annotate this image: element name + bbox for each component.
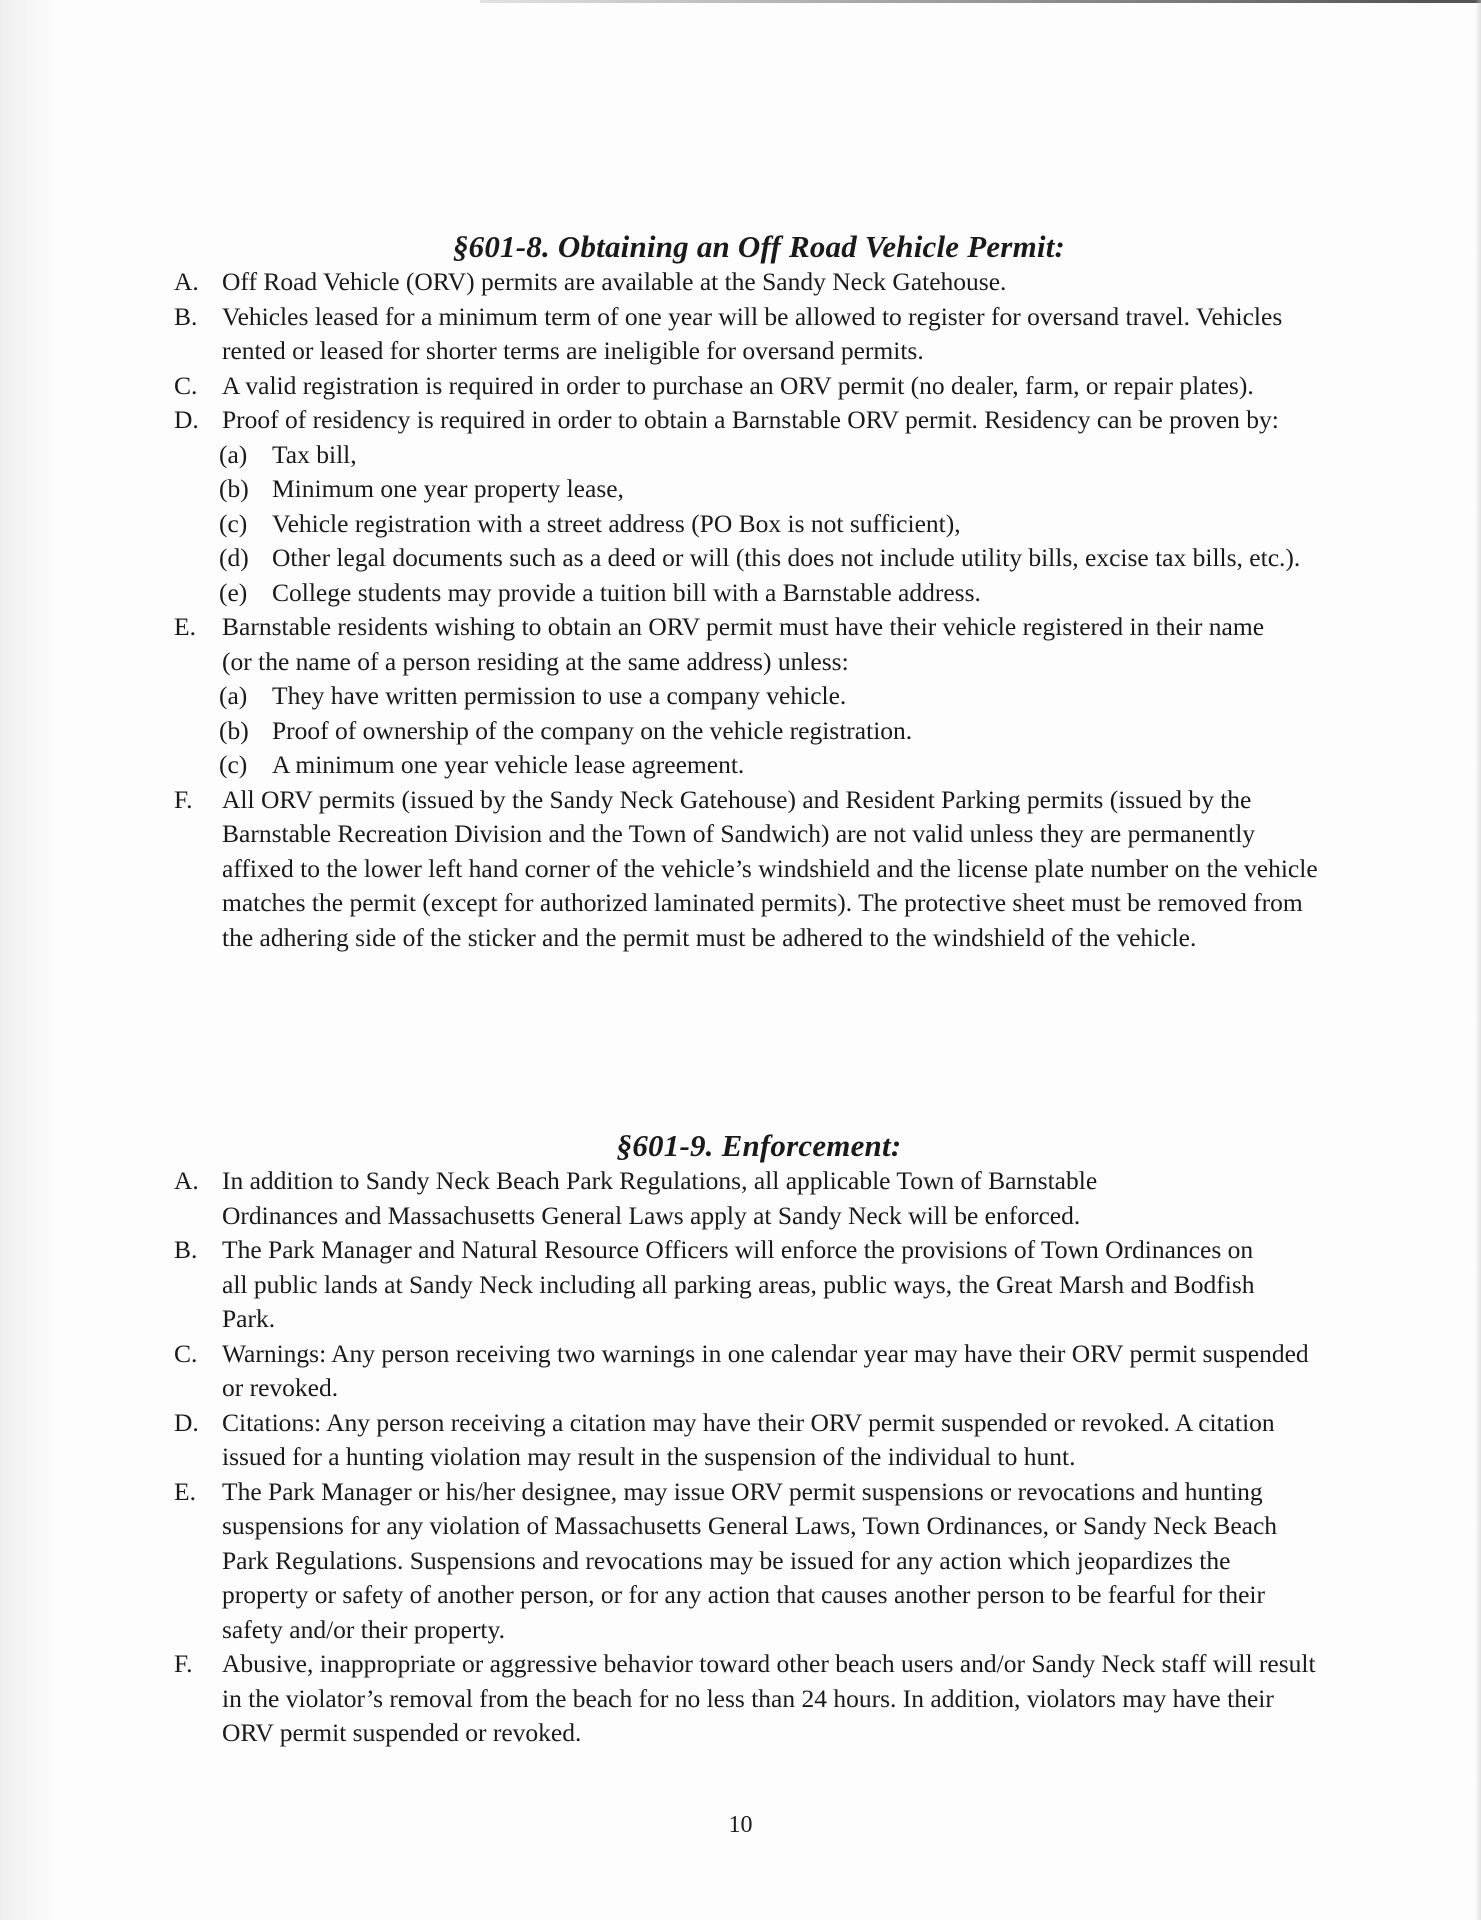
page-number: 10 [728, 1812, 753, 1838]
sub-list-item [174, 541, 1344, 576]
sub-item-text: Vehicle registration with a street address (PO Box is not sufficient), [272, 508, 961, 538]
item-label: E. [174, 612, 196, 641]
sub-item-text: College students may provide a tuition bill with a Barnstable address. [272, 577, 981, 607]
item-label: D. [174, 405, 199, 434]
sub-item-label: (b) [219, 474, 249, 503]
sub-item-text: Proof of ownership of the company on the vehicle registration. [272, 715, 913, 745]
item-label: A. [174, 267, 199, 296]
scan-edge-left [0, 0, 60, 1920]
sub-item-text: A minimum one year vehicle lease agreement. [272, 750, 745, 779]
item-label: F. [174, 784, 193, 814]
item-label: D. [174, 1407, 199, 1437]
item-text: A valid registration is required in order to purchase an ORV permit (no dealer, farm, or repair plates). [222, 370, 1254, 400]
sub-list-item [174, 679, 1344, 714]
item-text: Abusive, inappropriate or aggressive behavior toward other beach users and/or Sandy Neck staff will result in the violator’s removal from the beach for no less than 24 hours. In addition, violators may have their ORV permit suspended or revoked. [222, 1649, 1316, 1747]
item-label: A. [174, 1166, 199, 1195]
list-item [174, 1233, 1344, 1337]
sub-item-text: Tax bill, [272, 439, 357, 469]
item-text: Warnings: Any person receiving two warnings in one calendar year may have their ORV permit suspended or revoked. [222, 1338, 1309, 1402]
sub-item-text: They have written permission to use a company vehicle. [272, 681, 847, 710]
list-item [174, 265, 1344, 300]
list-item [174, 369, 1344, 404]
item-text: The Park Manager and Natural Resource Officers will enforce the provisions of Town Ordinances on all public lands at Sandy Neck including all parking areas, public ways, the Great Marsh and Bodfish Park. [222, 1235, 1255, 1333]
item-text: Vehicles leased for a minimum term of one year will be allowed to register for oversand travel. Vehicles rented or leased for shorter terms are ineligible for oversand permits. [222, 301, 1283, 365]
sub-item-text: Minimum one year property lease, [272, 474, 624, 503]
list-item [174, 1406, 1344, 1475]
section-title: §601-9. Enforcement: [616, 1128, 902, 1163]
section-title: §601-8. Obtaining an Off Road Vehicle Permit: [452, 229, 1066, 264]
item-label: B. [174, 1235, 198, 1264]
sub-item-label: (c) [219, 750, 248, 779]
list-item [174, 610, 1344, 679]
sub-list-item [174, 748, 1344, 783]
sub-list-item [174, 438, 1344, 473]
sub-item-label: (b) [219, 715, 249, 745]
item-label: E. [174, 1476, 196, 1506]
list-item [174, 1337, 1344, 1406]
item-text: In addition to Sandy Neck Beach Park Regulations, all applicable Town of Barnstable Ordinances and Massachusetts General Laws apply at Sandy Neck will be enforced. [222, 1166, 1098, 1230]
item-text: Citations: Any person receiving a citation may have their ORV permit suspended or revoked. A citation issued for a hunting violation may result in the suspension of the individual to hunt. [222, 1407, 1275, 1471]
sub-item-text: Other legal documents such as a deed or will (this does not include utility bills, excise tax bills, etc.). [272, 543, 1301, 572]
section-601-8 [174, 229, 1344, 955]
sub-item-label: (e) [219, 577, 248, 607]
scan-edge-top [480, 0, 1481, 3]
sub-item-label: (c) [219, 508, 248, 538]
section-601-9 [174, 1128, 1344, 1751]
list-item [174, 300, 1344, 369]
item-text: Barnstable residents wishing to obtain an ORV permit must have their vehicle registered in their name (or the name of a person residing at the same address) unless: [222, 612, 1265, 676]
sub-item-label: (a) [219, 681, 248, 710]
sub-list-item [174, 576, 1344, 611]
sub-list-item [174, 507, 1344, 542]
list-item [174, 403, 1344, 438]
list-item [174, 1164, 1344, 1233]
sub-list-item [174, 472, 1344, 507]
list-item [174, 1475, 1344, 1648]
sub-item-label: (a) [219, 439, 248, 469]
sub-item-label: (d) [219, 543, 249, 572]
item-label: C. [174, 370, 198, 400]
item-text: Proof of residency is required in order to obtain a Barnstable ORV permit. Residency can be proven by: [222, 405, 1279, 434]
sub-list-item [174, 714, 1344, 749]
list-item [174, 1647, 1344, 1751]
item-text: The Park Manager or his/her designee, may issue ORV permit suspensions or revocations and hunting suspensions for any violation of Massachusetts General Laws, Town Ordinances, or Sandy Neck Beach Park Regulations. Suspensions and revocations may be issued for any action which jeopardizes the property or safety of another person, or for any action that causes another person to be fearful for their safety and/or their property. [222, 1476, 1278, 1644]
item-label: B. [174, 301, 198, 331]
scan-edge-right [1475, 0, 1481, 1920]
item-text: Off Road Vehicle (ORV) permits are available at the Sandy Neck Gatehouse. [222, 267, 1007, 296]
item-label: F. [174, 1649, 193, 1678]
item-label: C. [174, 1338, 198, 1368]
list-item [174, 783, 1344, 956]
item-text: All ORV permits (issued by the Sandy Neck Gatehouse) and Resident Parking permits (issued by the Barnstable Recreation Division and the Town of Sandwich) are not valid unless they are permanently affixed to the lower left hand corner of the vehicle’s windshield and the license plate number on the vehicle matches the permit (except for authorized laminated permits). The protective sheet must be removed from the adhering side of the sticker and the permit must be adhered to the windshield of the vehicle. [222, 784, 1318, 952]
